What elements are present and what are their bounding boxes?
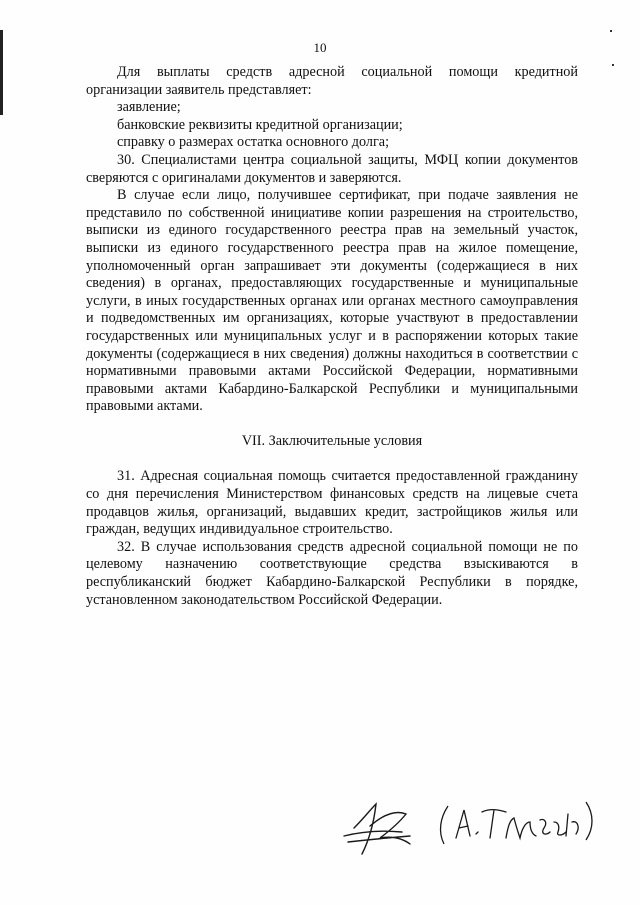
page-number: 10 xyxy=(313,40,327,55)
scan-speck xyxy=(610,30,612,32)
signature xyxy=(340,792,600,872)
list-item-debt-certificate: справку о размерах остатка основного долга; xyxy=(117,134,390,151)
list-item-bank-details: банковские реквизиты кредитной организации; xyxy=(117,116,403,133)
signature-scribble xyxy=(344,804,410,854)
paragraph-document-request: В случае если лицо, получившее сертификат, при подаче заявления не представило по собственной инициативе копии разрешения на строительство, выписки из единого государственного реестра прав на земельный участок, выписки из единого государственного реестра прав на жилое помещение, уполномоченный орган запрашивает эти документы (содержащиеся в них сведения) в органах, предоставляющих государственные и муниципальные услуги, в иных государственных органах или органах местного самоуправления и подведомственных им организациях, которые участвуют в предоставлении государственных или муниципальных услуг и в распоряжении которых такие документы (содержащиеся в них сведения) должны находиться в соответствии с нормативными правовыми актами Российской Федерации, нормативными правовыми актами Кабардино-Балкарской Республики и муниципальными правовыми актами. xyxy=(86,187,578,415)
paragraph-31: 31. Адресная социальная помощь считается предоставленной гражданину со дня перечисления Министерством финансовых средств на лицевые счета продавцов жилья, организаций, выдавших кредит, застройщиков жилья или граждан, ведущих индивидуальное строительство. xyxy=(86,468,578,538)
paragraph-payment-docs: Для выплаты средств адресной социальной помощи кредитной организации заявитель представляет: xyxy=(86,64,578,98)
signature-name-strokes xyxy=(456,810,578,838)
paragraph-30: 30. Специалистами центра социальной защиты, МФЦ копии документов сверяются с оригиналами документов и заверяются. xyxy=(86,151,578,186)
document-body xyxy=(86,64,578,609)
signature-bracket-right xyxy=(586,802,592,840)
paragraph-32: 32. В случае использования средств адресной социальной помощи не по целевому назначению соответствующие средства взыскиваются в республиканский бюджет Кабардино-Балкарской Республики в порядке, установленном законодательством Российской Федерации. xyxy=(86,538,578,608)
signature-bracket-left xyxy=(441,806,448,844)
list-item-application: заявление; xyxy=(117,99,181,116)
scan-speck xyxy=(612,64,614,66)
section-heading: VII. Заключительные условия xyxy=(241,432,423,449)
